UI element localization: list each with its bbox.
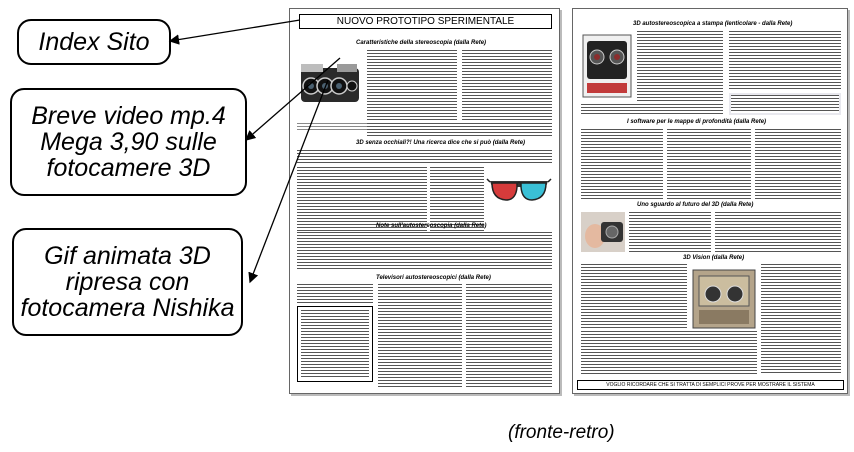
fronte-retro-caption: (fronte-retro) <box>508 422 615 443</box>
text-block <box>581 129 663 199</box>
arrow-to-index <box>170 20 300 41</box>
lenticular-camera-image[interactable] <box>581 31 633 101</box>
text-block <box>466 284 552 389</box>
gif-label-line-3: fotocamera Nishika <box>20 294 235 323</box>
text-block <box>581 104 723 116</box>
hand-camera-image[interactable] <box>581 212 625 252</box>
index-sito-callout[interactable] <box>17 19 171 65</box>
index-sito-label: Index Sito <box>38 27 150 56</box>
text-block <box>297 232 552 270</box>
bottom-note-bar: VOGLIO RICORDARE CHE SI TRATTA DI SEMPLICI PROVE PER MOSTRARE IL SISTEMA <box>577 380 844 390</box>
text-block <box>715 212 841 252</box>
text-block <box>367 123 552 137</box>
back-page <box>572 8 848 394</box>
text-block <box>297 167 427 231</box>
gif-label-line-2: ripresa con <box>65 267 190 296</box>
page-banner[interactable]: NUOVO PROTOTIPO SPERIMENTALE <box>299 14 552 29</box>
text-block <box>629 212 711 252</box>
text-block <box>430 167 484 231</box>
highlight-box <box>729 93 841 115</box>
video-label-line-1: Breve video mp.4 <box>31 101 226 130</box>
text-block <box>729 31 841 91</box>
text-block <box>301 310 369 378</box>
heading-caratteristiche: Caratteristiche della stereoscopia (dalla Rete) <box>356 40 487 46</box>
heading-software-mappe: I software per le mappe di profondità (dalla Rete) <box>627 119 767 125</box>
heading-3d-vision: 3D Vision (dalla Rete) <box>683 255 745 261</box>
3d-vision-camera-image[interactable] <box>691 264 757 332</box>
image-caption <box>297 123 367 131</box>
text-block <box>755 129 841 199</box>
text-block <box>761 264 841 374</box>
video-label-line-3: fotocamere 3D <box>46 154 211 183</box>
boxed-note <box>297 306 373 382</box>
video-callout[interactable] <box>10 88 247 196</box>
front-page <box>289 8 560 394</box>
text-block <box>667 129 751 199</box>
gif-callout[interactable] <box>12 228 243 336</box>
text-block <box>637 31 723 101</box>
text-block <box>378 284 462 389</box>
text-block <box>581 264 687 328</box>
heading-autostereoscopica-stampa: 3D autostereoscopica a stampa (lenticolare - dalla Rete) <box>633 21 793 27</box>
heading-uno-sguardo: Uno sguardo al futuro del 3D (dalla Rete) <box>637 202 754 208</box>
text-block <box>297 150 552 164</box>
gif-label-line-1: Gif animata 3D <box>44 241 211 270</box>
video-label-line-2: Mega 3,90 sulle <box>40 127 217 156</box>
text-block <box>462 50 552 120</box>
text-block <box>731 95 839 113</box>
heading-note-autostereoscopia: Note sull'autostereoscopia (dalla Rete) <box>376 223 487 229</box>
text-block <box>367 50 457 120</box>
text-block <box>581 331 757 375</box>
3d-glasses-image[interactable] <box>486 169 552 207</box>
heading-3d-senza-occhiali: 3D senza occhiali?! Una ricerca dice che si può (dalla Rete) <box>356 140 526 146</box>
heading-televisori: Televisori autostereoscopici (dalla Rete) <box>376 275 491 281</box>
nishika-camera-image[interactable] <box>297 52 363 120</box>
text-block <box>297 284 373 304</box>
